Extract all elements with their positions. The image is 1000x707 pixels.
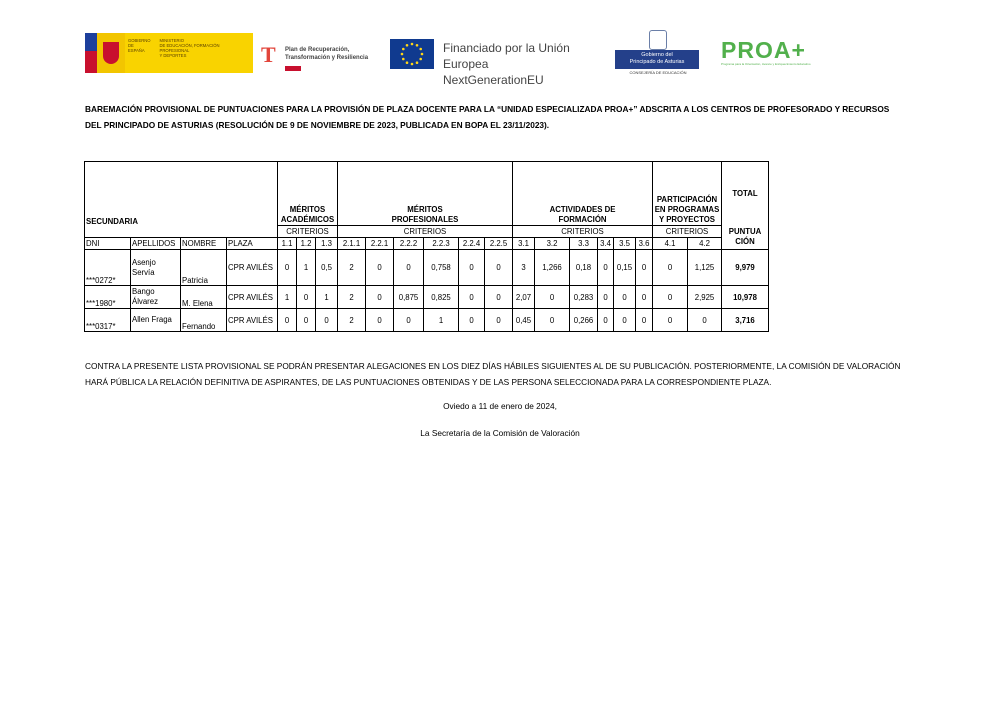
cell-score: 1,125	[688, 250, 722, 286]
cell-apellidos: Bango Álvarez	[131, 286, 181, 309]
cell-score: 0	[297, 286, 316, 309]
group-meritos-academicos: MÉRITOS ACADÉMICOS	[278, 162, 338, 226]
criterion-header: 1.1	[278, 238, 297, 250]
tr-mark-icon: T	[261, 42, 276, 67]
cell-score: 0	[535, 309, 570, 332]
cell-score: 0,266	[570, 309, 598, 332]
col-dni: DNI	[85, 238, 131, 250]
gobierno-line2: DE ESPAÑA	[128, 43, 145, 53]
meritos-profesionales-text: MÉRITOS PROFESIONALES	[391, 205, 459, 224]
cell-score: 1	[316, 286, 338, 309]
criterion-header: 3.3	[570, 238, 598, 250]
col-apellidos: APELLIDOS	[131, 238, 181, 250]
flag-icon	[85, 33, 97, 73]
cell-score: 0	[598, 286, 614, 309]
criterios-formacion: CRITERIOS	[513, 226, 653, 238]
cell-score: 0	[614, 286, 636, 309]
cell-score: 0,18	[570, 250, 598, 286]
criterion-header: 3.1	[513, 238, 535, 250]
total-header: TOTAL	[722, 162, 769, 226]
asturias-crest-icon	[649, 30, 667, 50]
coat-of-arms-icon	[97, 33, 125, 73]
column-header-row	[85, 238, 769, 250]
actividades-formacion-text: ACTIVIDADES DE FORMACIÓN	[549, 205, 616, 224]
criterion-header: 1.2	[297, 238, 316, 250]
alegaciones-notice: CONTRA LA PRESENTE LISTA PROVISIONAL SE PODRÁN PRESENTAR ALEGACIONES EN LOS DIEZ DÍAS HÁBILES SIGUIENTES AL DE SU PUBLICACIÓN. POSTERIORMENTE, LA COMISIÓN DE VALORACIÓN HARÁ PÚBLICA LA RELACIÓN DEFINITIVA DE ASPIRANTES, DE LAS PUNTUACIONES OBTENIDAS Y DE LAS PERSONA SELECCIONADA PARA LA CORRESPONDIENTE PLAZA.	[85, 361, 901, 387]
cell-score: 0,758	[424, 250, 459, 286]
cell-score: 0	[535, 286, 570, 309]
cell-plaza: CPR AVILÉS	[227, 250, 278, 286]
asturias-line2: Principado de Asturias	[629, 59, 685, 65]
col-plaza: PLAZA	[227, 238, 278, 250]
cell-score: 1,266	[535, 250, 570, 286]
cell-score: 0	[459, 309, 485, 332]
plan-line1: Plan de Recuperación,	[285, 47, 350, 53]
cell-score: 0,5	[316, 250, 338, 286]
cell-apellidos: Allen Fraga	[131, 309, 181, 332]
criterion-header: 3.5	[614, 238, 636, 250]
cell-score: 0	[653, 250, 688, 286]
cell-score: 0	[366, 250, 394, 286]
proa-tagline: Programa para la Orientación, Avance y Enriquecimiento Educativo	[721, 62, 811, 66]
cell-score: 0	[636, 309, 653, 332]
secundaria-spacer	[85, 226, 278, 238]
cell-score: 0	[636, 286, 653, 309]
gobierno-espana-logo	[85, 33, 253, 73]
criterion-header: 2.2.4	[459, 238, 485, 250]
puntuacion-header: PUNTUA CIÓN	[722, 226, 769, 250]
eu-flag-icon	[390, 39, 434, 69]
cell-score: 2	[338, 309, 366, 332]
group-actividades-formacion	[513, 162, 653, 226]
criterion-header: 2.2.2	[394, 238, 424, 250]
criterion-header: 3.2	[535, 238, 570, 250]
cell-nombre: Fernando	[181, 309, 227, 332]
ministerio-line1: MINISTERIO	[159, 38, 184, 43]
cell-nombre: M. Elena	[181, 286, 227, 309]
proa-logo	[721, 38, 831, 68]
cell-score: 2,925	[688, 286, 722, 309]
cell-score: 0	[316, 309, 338, 332]
cell-dni: ***0317*	[85, 309, 131, 332]
proa-name: PROA+	[721, 37, 806, 63]
cell-score: 0	[598, 309, 614, 332]
cell-score: 2,07	[513, 286, 535, 309]
cell-score: 0	[394, 309, 424, 332]
cell-score: 0,875	[394, 286, 424, 309]
cell-total: 10,978	[722, 286, 769, 309]
eu-line1: Financiado por la Unión Europea	[443, 41, 570, 71]
cell-score: 2	[338, 286, 366, 309]
cell-score: 0	[394, 250, 424, 286]
table-row	[85, 309, 769, 332]
cell-score: 0,825	[424, 286, 459, 309]
cell-score: 0	[636, 250, 653, 286]
spain-small-flag-icon	[285, 66, 301, 71]
cell-total: 9,979	[722, 250, 769, 286]
group-participacion: PARTICIPACIÓN EN PROGRAMAS Y PROYECTOS	[653, 162, 722, 226]
cell-score: 3	[513, 250, 535, 286]
criterion-header: 2.2.3	[424, 238, 459, 250]
criterion-header: 2.2.1	[366, 238, 394, 250]
gobierno-line1: GOBIERNO	[128, 38, 151, 43]
place-date: Oviedo a 11 de enero de 2024,	[443, 401, 557, 411]
cell-score: 0	[278, 250, 297, 286]
logo-bar	[85, 30, 825, 87]
signature-line: La Secretaría de la Comisión de Valoración	[420, 428, 580, 438]
scores-table	[84, 161, 769, 332]
eu-line2: NextGenerationEU	[443, 73, 544, 87]
cell-score: 0	[459, 286, 485, 309]
criterion-header: 3.4	[598, 238, 614, 250]
cell-score: 0,45	[513, 309, 535, 332]
document-title: BAREMACIÓN PROVISIONAL DE PUNTUACIONES PARA LA PROVISIÓN DE PLAZA DOCENTE PARA LA “UNIDAD ESPECIALIZADA PROA+” ADSCRITA A LOS CENTROS DE PROFESORADO Y RECURSOS DEL PRINCIPADO DE ASTURIAS (RESOLUCIÓN DE 9 DE NOVIEMBRE DE 2023, PUBLICADA EN BOPA EL 23/11/2023).	[85, 104, 890, 130]
cell-score: 0	[688, 309, 722, 332]
cell-score: 0	[614, 309, 636, 332]
ministerio-line2: DE EDUCACIÓN, FORMACIÓN PROFESIONAL	[159, 43, 220, 53]
cell-plaza: CPR AVILÉS	[227, 309, 278, 332]
principado-asturias-logo	[615, 30, 701, 80]
cell-score: 0,283	[570, 286, 598, 309]
cell-score: 0	[278, 309, 297, 332]
table-row	[85, 250, 769, 286]
criterios-profesionales: CRITERIOS	[338, 226, 513, 238]
cell-dni: ***1980*	[85, 286, 131, 309]
cell-score: 0	[598, 250, 614, 286]
cell-score: 0	[297, 309, 316, 332]
cell-score: 1	[278, 286, 297, 309]
col-nombre: NOMBRE	[181, 238, 227, 250]
criterion-header: 2.1.1	[338, 238, 366, 250]
eu-funding-text	[443, 40, 613, 88]
cell-nombre: Patricia	[181, 250, 227, 286]
criterios-participacion: CRITERIOS	[653, 226, 722, 238]
cell-score: 0	[459, 250, 485, 286]
group-meritos-profesionales	[338, 162, 513, 226]
criterion-header: 3.6	[636, 238, 653, 250]
cell-dni: ***0272*	[85, 250, 131, 286]
asturias-sub: CONSEJERÍA DE EDUCACIÓN	[629, 70, 687, 75]
cell-score: 0,15	[614, 250, 636, 286]
plan-line2: Transformación y Resiliencia	[285, 55, 369, 61]
cell-total: 3,716	[722, 309, 769, 332]
plan-recuperacion-logo	[261, 40, 376, 72]
cell-score: 1	[424, 309, 459, 332]
cell-score: 0	[485, 286, 513, 309]
cell-score: 0	[485, 250, 513, 286]
criterion-header: 1.3	[316, 238, 338, 250]
ministerio-line3: Y DEPORTES	[159, 53, 187, 58]
cell-score: 0	[366, 286, 394, 309]
criterios-academicos: CRITERIOS	[278, 226, 338, 238]
cell-score: 0	[653, 309, 688, 332]
cell-score: 0	[653, 286, 688, 309]
cell-score: 0	[485, 309, 513, 332]
cell-apellidos: Asenjo Servía	[131, 250, 181, 286]
criterion-header: 4.1	[653, 238, 688, 250]
cell-score: 1	[297, 250, 316, 286]
table-row	[85, 286, 769, 309]
cell-score: 2	[338, 250, 366, 286]
cell-plaza: CPR AVILÉS	[227, 286, 278, 309]
criterion-header: 2.2.5	[485, 238, 513, 250]
secundaria-label: SECUNDARIA	[85, 162, 278, 226]
criterion-header: 4.2	[688, 238, 722, 250]
cell-score: 0	[366, 309, 394, 332]
asturias-line1: Gobierno del	[641, 52, 673, 58]
